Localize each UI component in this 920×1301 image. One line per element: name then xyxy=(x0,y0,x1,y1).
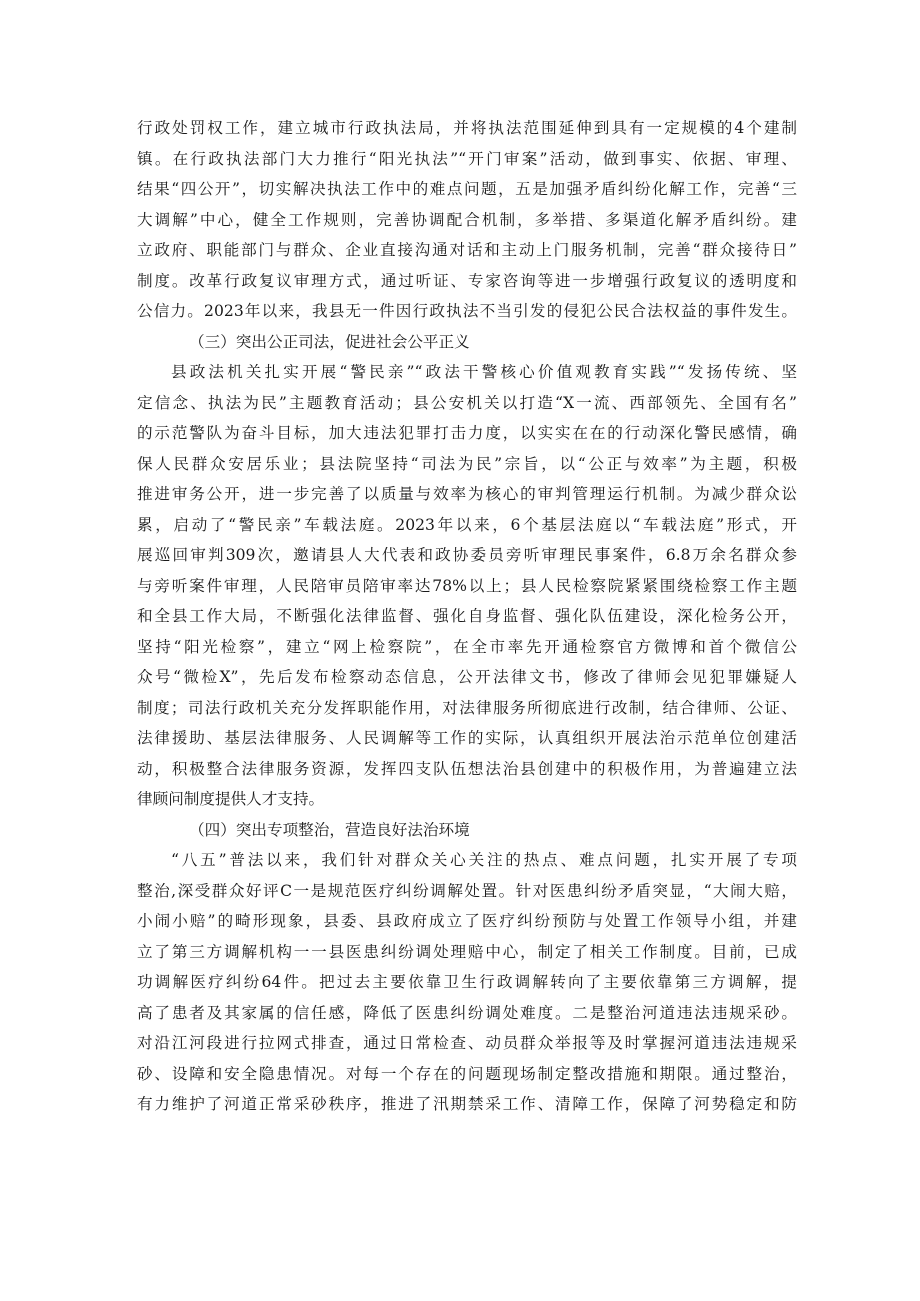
text-line: 推进审务公开，进一步完善了以质量与效率为核心的审判管理运行机制。为减少群众讼 xyxy=(137,485,797,503)
text-line: 立政府、职能部门与群众、企业直接沟通对话和主动上门服务机制，完善“群众接待日” xyxy=(137,241,797,259)
text-line: 定信念、执法为民”主题教育活动；县公安机关以打造“X一流、西部领先、全国有名” xyxy=(137,393,797,412)
text-line: 对沿江河段进行拉网式排查，通过日常检查、动员群众举报等及时掌握河道违法违规采 xyxy=(137,1034,797,1052)
text-line: 高了患者及其家属的信任感，降低了医患纠纷调处难度。二是整治河道违法违规采砂。 xyxy=(137,1003,797,1022)
text-line: 大调解”中心，健全工作规则，完善协调配合机制，多举措、多渠道化解矛盾纠纷。建 xyxy=(137,210,797,229)
text-line: 累，启动了“警民亲”车载法庭。2023年以来，6个基层法庭以“车载法庭”形式，开 xyxy=(137,515,797,534)
text-line: 制度；司法行政机关充分发挥职能作用，对法律服务所彻底进行改制，结合律师、公证、 xyxy=(137,698,797,717)
text-line: 镇。在行政执法部门大力推行“阳光执法”“开门审案”活动，做到事实、依据、审理、 xyxy=(137,149,797,168)
text-line: 坚持“阳光检察”，建立“网上检察院”，在全市率先开通检察官方微博和首个微信公 xyxy=(137,637,797,656)
text-line: “八五”普法以来，我们针对群众关心关注的热点、难点问题，扎实开展了专项 xyxy=(171,851,797,869)
text-line: 法律援助、基层法律服务、人民调解等工作的实际，认真组织开展法治示范单位创建活 xyxy=(137,729,797,747)
text-line: 保人民群众安居乐业；县法院坚持“司法为民”宗旨，以“公正与效率”为主题，积极 xyxy=(137,454,797,473)
text-line: 动，积极整合法律服务资源，发挥四支队伍想法治县创建中的积极作用，为普遍建立法 xyxy=(137,759,797,778)
text-line: 小闹小赔”的畸形现象，县委、县政府成立了医疗纠纷预防与处置工作领导小组，并建 xyxy=(137,912,797,930)
paragraph-enforcement xyxy=(137,113,797,327)
paragraph-justice xyxy=(137,357,797,815)
text-line: 的示范警队为奋斗目标，加大违法犯罪打击力度，以实实在在的行动深化警民感情，确 xyxy=(137,424,797,442)
text-line: 有力维护了河道正常采砂秩序，推进了汛期禁采工作、清障工作，保障了河势稳定和防 xyxy=(137,1095,797,1113)
text-line: 功调解医疗纠纷64件。把过去主要依靠卫生行政调解转向了主要依靠第三方调解，提 xyxy=(137,973,797,991)
text-line: 律顾问制度提供人才支持。 xyxy=(137,790,325,808)
section-heading-3: （三）突出公正司法，促进社会公平正义 xyxy=(189,332,470,351)
text-line: 行政处罚权工作，建立城市行政执法局，并将执法范围延伸到具有一定规模的4个建制 xyxy=(137,119,797,137)
text-line: 结果“四公开”，切实解决执法工作中的难点问题，五是加强矛盾纠纷化解工作，完善“三 xyxy=(137,180,797,198)
text-line: 砂、设障和安全隐患情况。对每一个存在的问题现场制定整改措施和期限。通过整治， xyxy=(137,1064,797,1083)
text-line: 制度。改革行政复议审理方式，通过听证、专家咨询等进一步增强行政复议的透明度和 xyxy=(137,271,797,290)
paragraph-rectification xyxy=(137,845,797,1120)
text-line: 立了第三方调解机构一一县医患纠纷调处理赔中心，制定了相关工作制度。目前，已成 xyxy=(137,942,797,961)
text-line: 众号“微检X”，先后发布检察动态信息，公开法律文书，修改了律师会见犯罪嫌疑人 xyxy=(137,668,797,686)
text-line: 展巡回审判309次，邀请县人大代表和政协委员旁听审理民事案件，6.8万余名群众参 xyxy=(137,546,797,564)
document-page xyxy=(137,113,797,1120)
text-line: 县政法机关扎实开展“警民亲”“政法干警核心价值观教育实践”“发扬传统、坚 xyxy=(171,363,797,381)
text-line: 整治,深受群众好评C一是规范医疗纠纷调解处置。针对医患纠纷矛盾突显，“大闹大赔， xyxy=(137,881,797,900)
section-heading-4: （四）突出专项整治，营造良好法治环境 xyxy=(189,820,470,839)
text-line: 和全县工作大局，不断强化法律监督、强化自身监督、强化队伍建设，深化检务公开， xyxy=(137,607,797,625)
text-line: 公信力。2023年以来，我县无一件因行政执法不当引发的侵犯公民合法权益的事件发生。 xyxy=(137,302,797,320)
text-line: 与旁听案件审理，人民陪审员陪审率达78%以上；县人民检察院紧紧围绕检察工作主题 xyxy=(137,576,797,595)
